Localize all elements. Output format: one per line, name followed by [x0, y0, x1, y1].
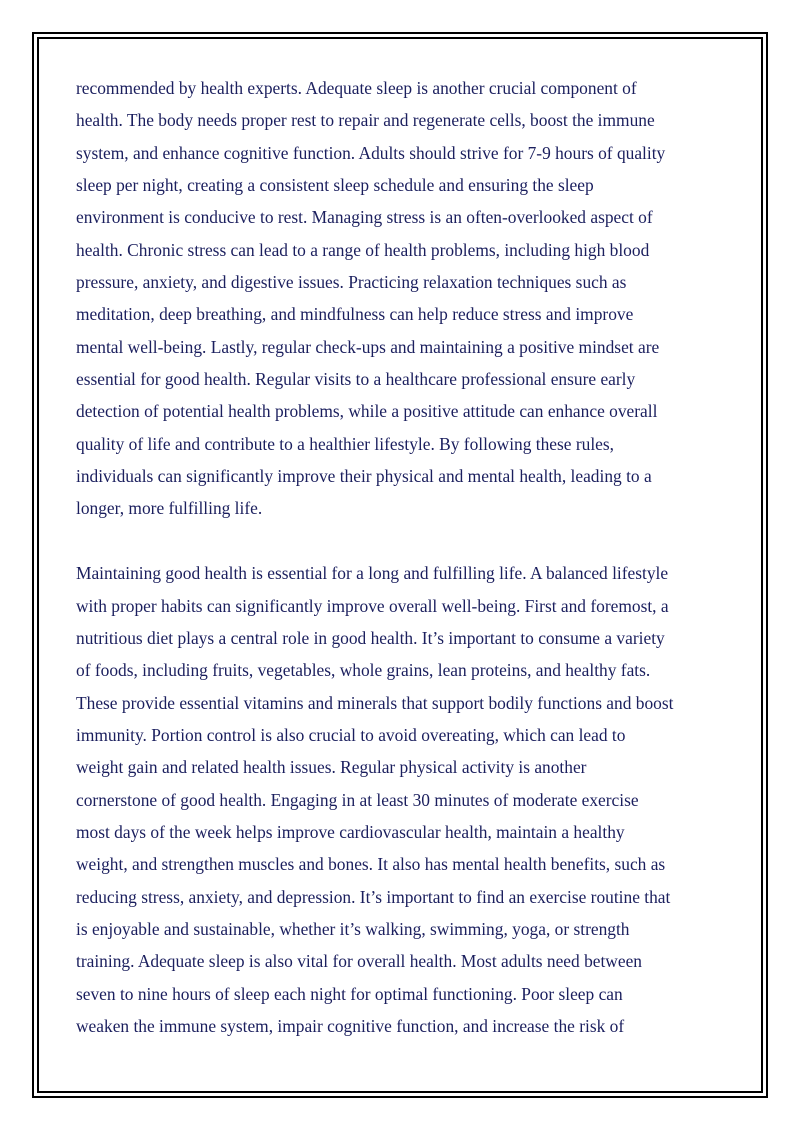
paragraph-sleep-stress-checkups: recommended by health experts. Adequate sleep is another crucial component of health. The body needs proper rest to repair and regenerate cells, boost the immune system, and enhance cognitive function. Adults should strive for 7-9 hours of quality sleep per night, creating a consistent sleep schedule and ensuring the sleep environment is conducive to rest. Managing stress is an often-overlooked aspect of health. Chronic stress can lead to a range of health problems, including high blood pressure, anxiety, and digestive issues. Practicing relaxation techniques such as meditation, deep breathing, and mindfulness can help reduce stress and improve mental well-being. Lastly, regular check-ups and maintaining a positive mindset are essential for good health. Regular visits to a healthcare professional ensure early detection of potential health problems, while a positive attitude can enhance overall quality of life and contribute to a healthier lifestyle. By following these rules, individuals can significantly improve their physical and mental health, leading to a longer, more fulfilling life. — [76, 78, 666, 519]
paragraph-maintaining-good-health: Maintaining good health is essential for a long and fulfilling life. A balanced lifestyle with proper habits can significantly improve overall well-being. First and foremost, a nutritious diet plays a central role in good health. It’s important to consume a variety of foods, including fruits, vegetables, whole grains, lean proteins, and healthy fats. These provide essential vitamins and minerals that support bodily functions and boost immunity. Portion control is also crucial to avoid overeating, which can lead to weight gain and related health issues. Regular physical activity is another cornerstone of good health. Engaging in at least 30 minutes of moderate exercise most days of the week helps improve cardiovascular health, maintain a healthy weight, and strengthen muscles and bones. It also has mental health benefits, such as reducing stress, anxiety, and depression. It’s important to find an exercise routine that is enjoyable and sustainable, whether it’s walking, swimming, yoga, or strength training. Adequate sleep is also vital for overall health. Most adults need between seven to nine hours of sleep each night for optimal functioning. Poor sleep can weaken the immune system, impair cognitive function, and increase the risk of — [76, 563, 674, 1036]
document-body — [76, 72, 736, 1042]
